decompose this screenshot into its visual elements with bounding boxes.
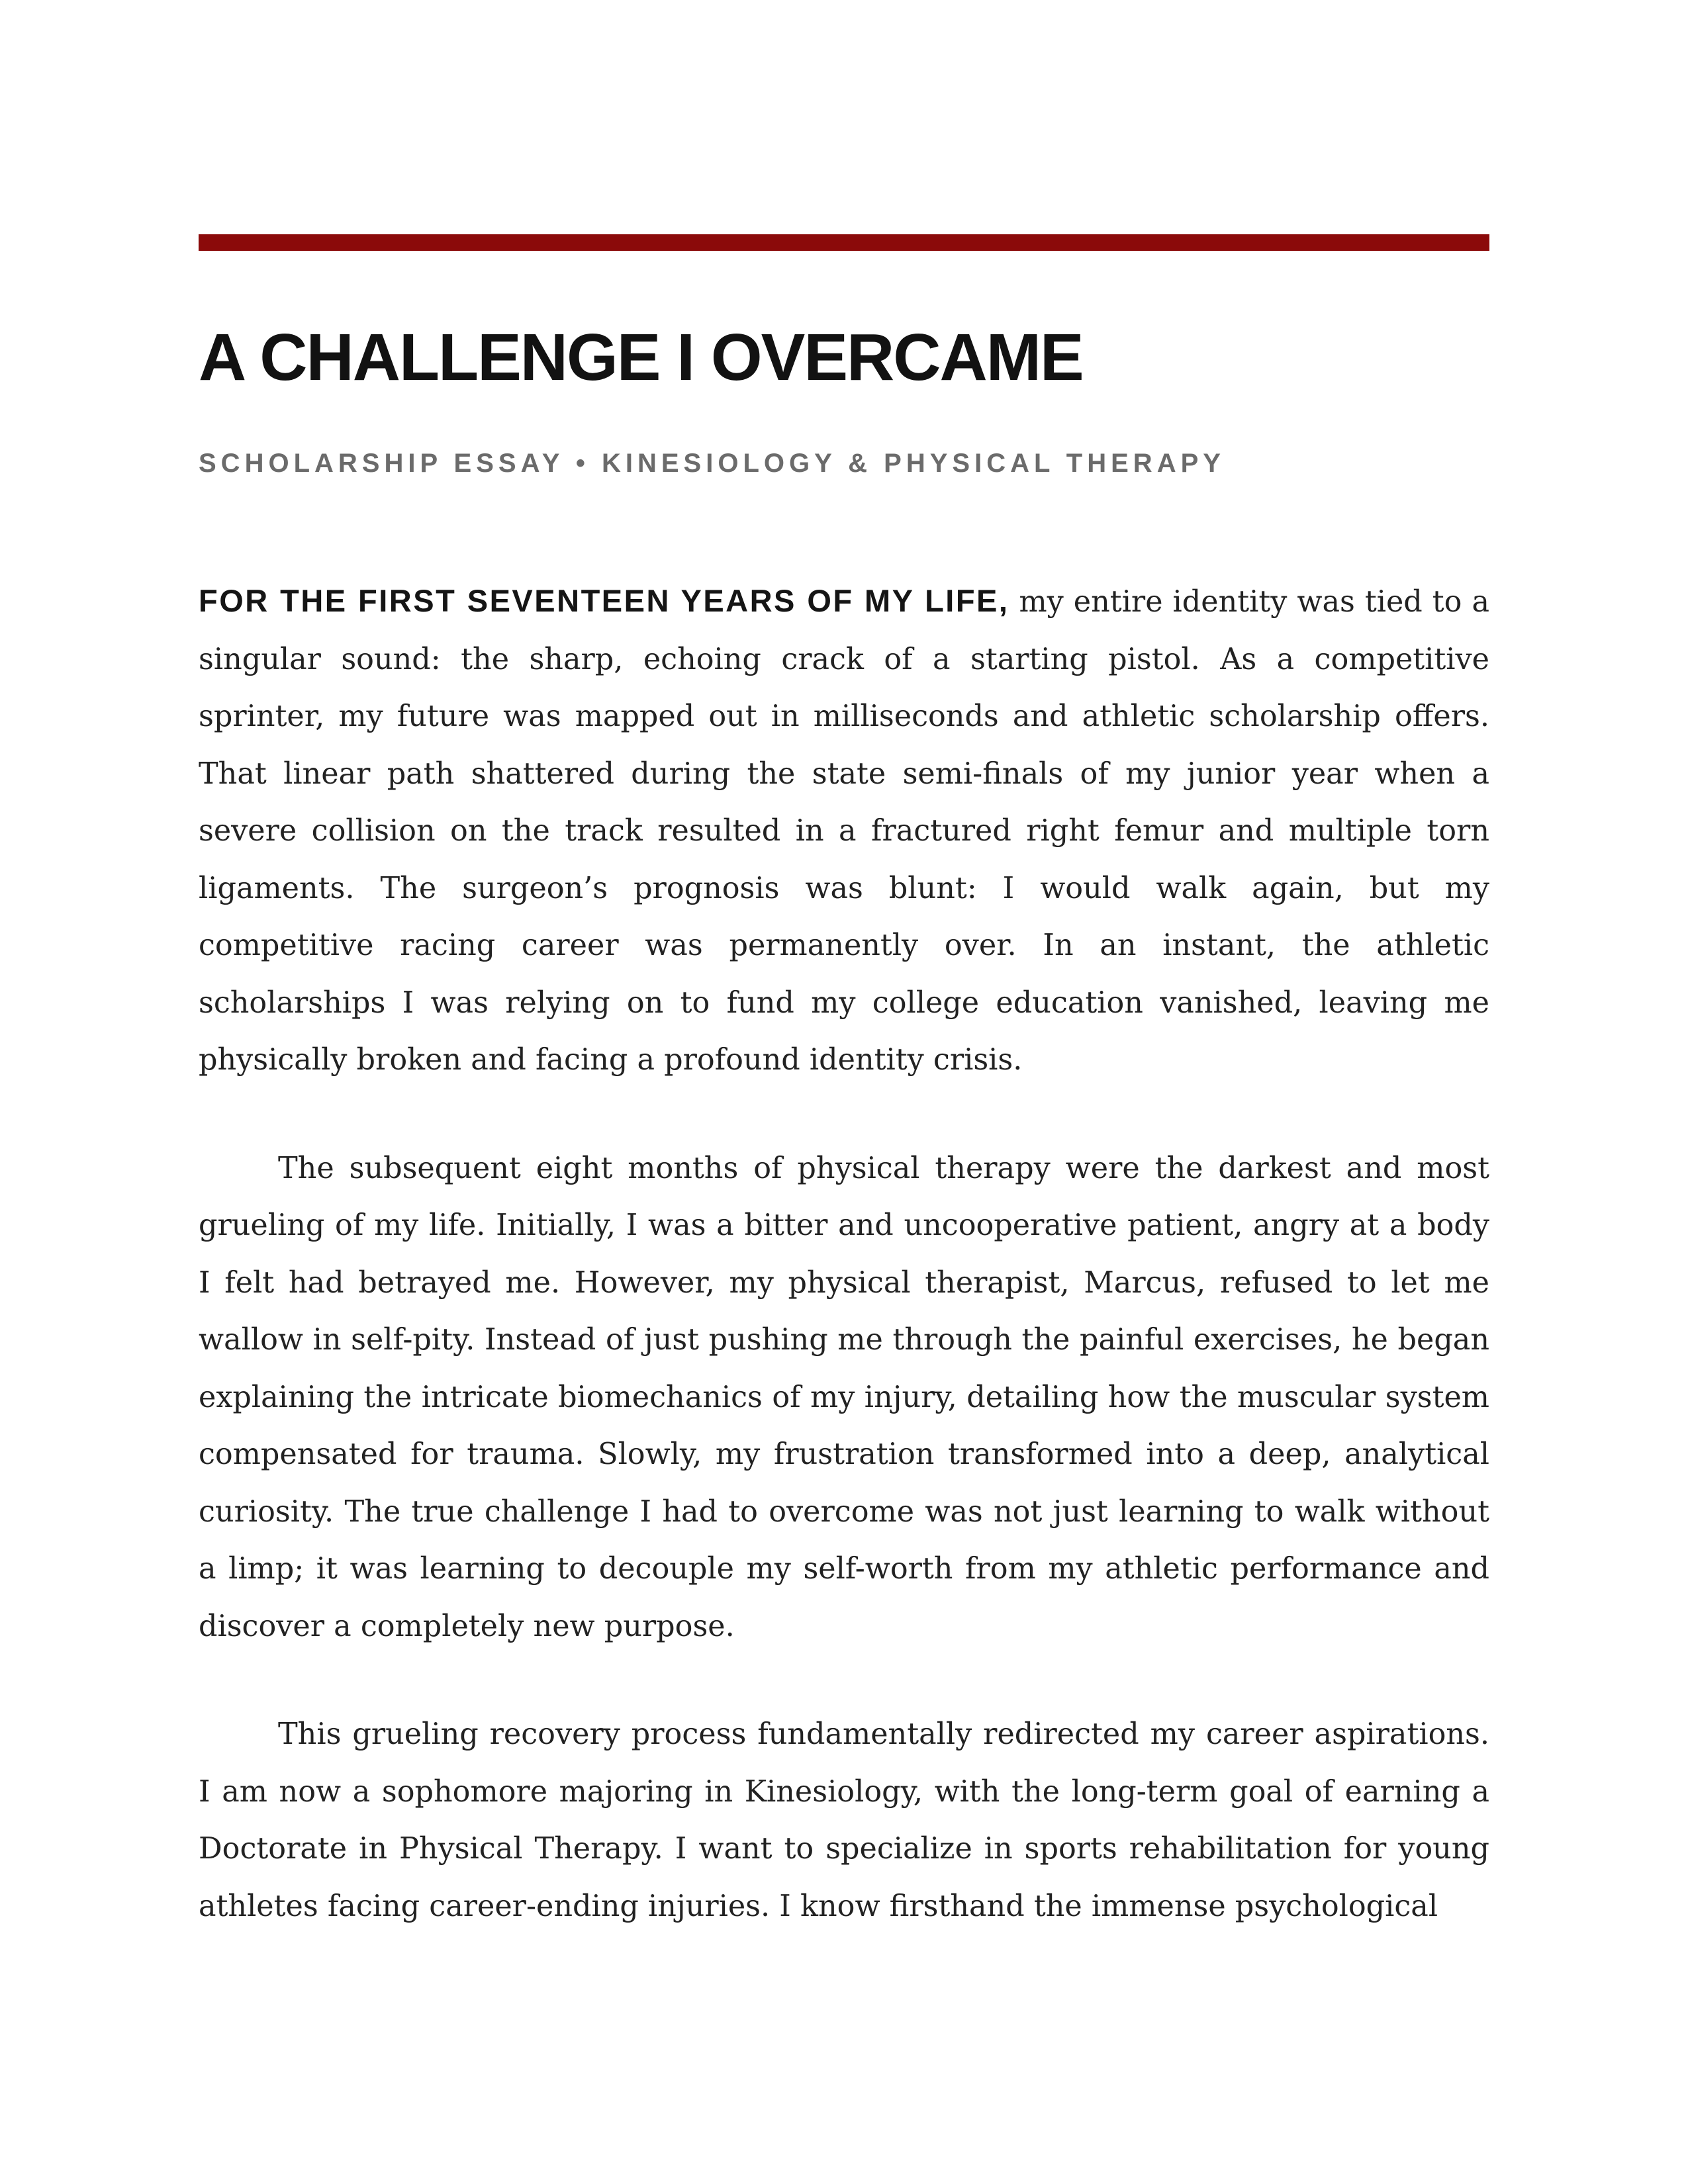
essay-subtitle: SCHOLARSHIP ESSAY • KINESIOLOGY & PHYSICAL THERAPY xyxy=(199,449,1225,478)
essay-body xyxy=(199,572,1489,1986)
paragraph-text: my entire identity was tied to a singular sound: the sharp, echoing crack of a starting pistol. As a competitive sprinter, my future was mapped out in milliseconds and athletic scholarship offers. That linear path shattered during the state semi-finals of my junior year when a severe collision on the track resulted in a fractured right femur and multiple torn ligaments. The surgeon’s prognosis was blunt: I would walk again, but my competitive racing career was permanently over. In an instant, the athletic scholarships I was relying on to fund my college education vanished, leaving me physically broken and facing a profound identity crisis. xyxy=(199,585,1489,1077)
essay-title: A CHALLENGE I OVERCAME xyxy=(199,320,1083,394)
paragraph-lead-in: FOR THE FIRST SEVENTEEN YEARS OF MY LIFE, xyxy=(199,583,1009,618)
essay-paragraph-1 xyxy=(199,572,1489,1089)
header-accent-rule xyxy=(199,234,1489,251)
essay-paragraph-3: This grueling recovery process fundamentally redirected my career aspirations. I am now a sophomore majoring in Kinesiology, with the long-term goal of earning a Doctorate in Physical Therapy. I want to specialize in sports rehabilitation for young athletes facing career-ending injuries. I know firsthand the immense psychological xyxy=(199,1717,1489,1923)
essay-paragraph-2: The subsequent eight months of physical therapy were the darkest and most grueling of my life. Initially, I was a bitter and uncooperative patient, angry at a body I felt had betrayed me. However, my physical therapist, Marcus, refused to let me wallow in self-pity. Instead of just pushing me through the painful exercises, he began explaining the intricate biomechanics of my injury, detailing how the muscular system compensated for trauma. Slowly, my frustration transformed into a deep, analytical curiosity. The true challenge I had to overcome was not just learning to walk without a limp; it was learning to decouple my self-worth from my athletic performance and discover a completely new purpose. xyxy=(199,1151,1489,1643)
